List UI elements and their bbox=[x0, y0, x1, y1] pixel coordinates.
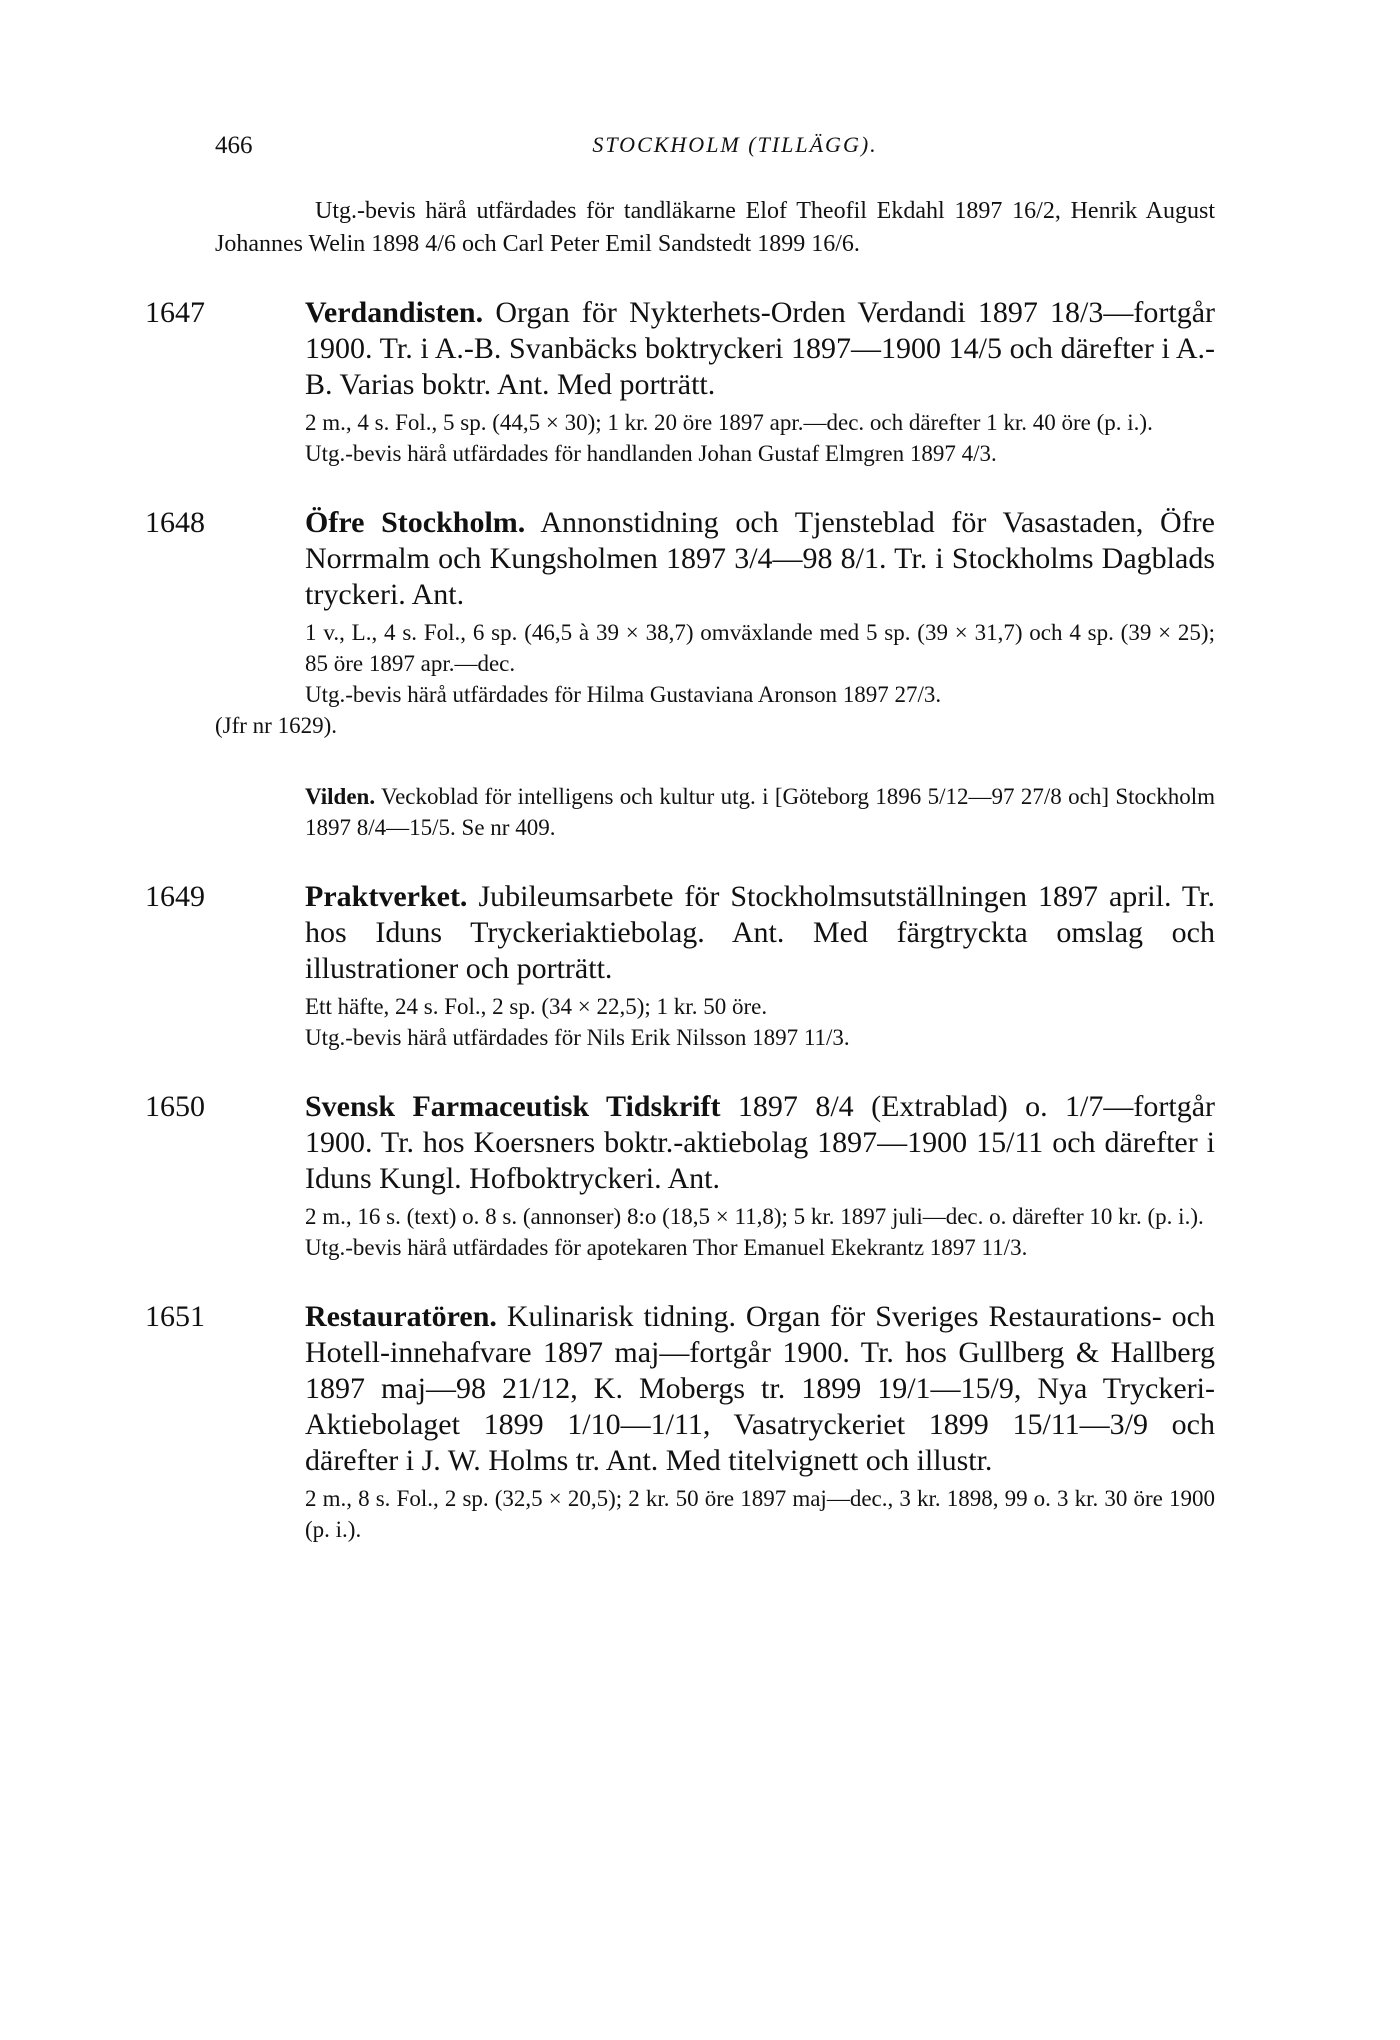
entry-details bbox=[215, 991, 1215, 1053]
entry-description: Kulinarisk tidning. Organ för Sveriges Restaurations- och Hotell-innehafvare 1897 maj—fortgår 1900. Tr. hos Gullberg & Hallberg 1897 maj—98 21/12, K. Mobergs tr. 1899 19/1—15/9, Nya Tryckeri-Aktiebolaget 1899 1/10—1/11, Vasatryckeriet 1899 15/11—3/9 och därefter i J. W. Holms tr. Ant. Med titelvignett och illustr. bbox=[305, 1300, 1215, 1477]
entry-vilden bbox=[215, 781, 1215, 843]
detail-line: 1 v., L., 4 s. Fol., 6 sp. (46,5 à 39 × 38,7) omväxlande med 5 sp. (39 × 31,7) och 4 sp. (39 × 25); 85 öre 1897 apr.—dec. bbox=[305, 620, 1215, 676]
entry-1647 bbox=[145, 295, 1215, 469]
entry-title: Praktverket. bbox=[305, 880, 468, 913]
entry-description: Annonstidning och Tjensteblad för Vasastaden, Öfre Norrmalm och Kungsholmen 1897 3/4—98 8/1. Tr. i Stockholms Dagblads tryckeri. Ant. bbox=[305, 506, 1215, 611]
entry-number: 1650 bbox=[145, 1090, 205, 1123]
entry-main bbox=[215, 1089, 1215, 1197]
detail-line: Utg.-bevis härå utfärdades för apotekaren Thor Emanuel Ekekrantz 1897 11/3. bbox=[305, 1235, 1028, 1260]
entry-title: Restauratören. bbox=[305, 1300, 497, 1333]
entry-details bbox=[215, 781, 1215, 843]
entry-details bbox=[215, 1483, 1215, 1545]
detail-line: 2 m., 4 s. Fol., 5 sp. (44,5 × 30); 1 kr. 20 öre 1897 apr.—dec. och därefter 1 kr. 40 öre (p. i.). bbox=[305, 410, 1153, 435]
entry-1649 bbox=[145, 879, 1216, 1053]
entry-main bbox=[215, 295, 1215, 403]
entry-number: 1647 bbox=[145, 296, 205, 329]
entry-details bbox=[215, 1201, 1215, 1263]
entry-title: Verdandisten. bbox=[305, 296, 484, 329]
detail-line: Utg.-bevis härå utfärdades för handlanden Johan Gustaf Elmgren 1897 4/3. bbox=[305, 441, 997, 466]
entry-main bbox=[215, 879, 1215, 987]
entry-1648 bbox=[145, 505, 1215, 741]
entry-description: Veckoblad för intelligens och kultur utg. i [Göteborg 1896 5/12—97 27/8 och] Stockholm 1897 8/4—15/5. Se nr 409. bbox=[305, 784, 1215, 840]
detail-line: 2 m., 16 s. (text) o. 8 s. (annonser) 8:o (18,5 × 11,8); 5 kr. 1897 juli—dec. o. därefter 10 kr. (p. i.). bbox=[305, 1204, 1204, 1229]
page-content bbox=[145, 195, 1216, 1545]
entry-details bbox=[215, 617, 1215, 741]
entry-description: 1897 8/4 (Extrablad) o. 1/7—fortgår 1900. Tr. hos Koersners boktr.-aktiebolag 1897—1900 15/11 och därefter i Iduns Kungl. Hofboktryckeri. Ant. bbox=[305, 1090, 1215, 1195]
entry-number: 1649 bbox=[145, 880, 205, 913]
entry-main bbox=[215, 505, 1215, 613]
entry-description: Jubileumsarbete för Stockholmsutställningen 1897 april. Tr. hos Iduns Tryckeriaktiebolag. Ant. Med färgtryckta omslag och illustrationer och porträtt. bbox=[305, 880, 1216, 985]
entry-number: 1651 bbox=[145, 1300, 205, 1333]
detail-line bbox=[305, 781, 1215, 843]
page-number: 466 bbox=[215, 132, 253, 159]
entry-details bbox=[215, 407, 1215, 469]
running-title: STOCKHOLM (TILLÄGG). bbox=[592, 132, 878, 157]
detail-line: Utg.-bevis härå utfärdades för Nils Erik Nilsson 1897 11/3. bbox=[305, 1025, 850, 1050]
entry-title: Svensk Farmaceutisk Tidskrift bbox=[305, 1090, 721, 1123]
entry-main bbox=[215, 1299, 1215, 1479]
entry-description: Organ för Nykterhets-Orden Verdandi 1897 18/3—fortgår 1900. Tr. i A.-B. Svanbäcks boktryckeri 1897—1900 14/5 och därefter i A.-B. Varias boktr. Ant. Med porträtt. bbox=[305, 296, 1215, 401]
entry-1651 bbox=[145, 1299, 1215, 1545]
entry-title: Vilden. bbox=[305, 784, 376, 809]
entry-number: 1648 bbox=[145, 506, 205, 539]
entry-title: Öfre Stockholm. bbox=[305, 506, 526, 539]
entry-1650 bbox=[145, 1089, 1215, 1263]
detail-line: Utg.-bevis härå utfärdades för Hilma Gustaviana Aronson 1897 27/3. bbox=[305, 682, 942, 707]
intro-paragraph: Utg.-bevis härå utfärdades för tandläkarne Elof Theofil Ekdahl 1897 16/2, Henrik August Johannes Welin 1898 4/6 och Carl Peter Emil Sandstedt 1899 16/6. bbox=[215, 198, 1215, 257]
detail-line: (Jfr nr 1629). bbox=[215, 713, 337, 738]
detail-line: Ett häfte, 24 s. Fol., 2 sp. (34 × 22,5); 1 kr. 50 öre. bbox=[305, 994, 768, 1019]
detail-line: 2 m., 8 s. Fol., 2 sp. (32,5 × 20,5); 2 kr. 50 öre 1897 maj—dec., 3 kr. 1898, 99 o. 3 kr. 30 öre 1900 (p. i.). bbox=[305, 1486, 1215, 1542]
page-header bbox=[215, 132, 1215, 172]
